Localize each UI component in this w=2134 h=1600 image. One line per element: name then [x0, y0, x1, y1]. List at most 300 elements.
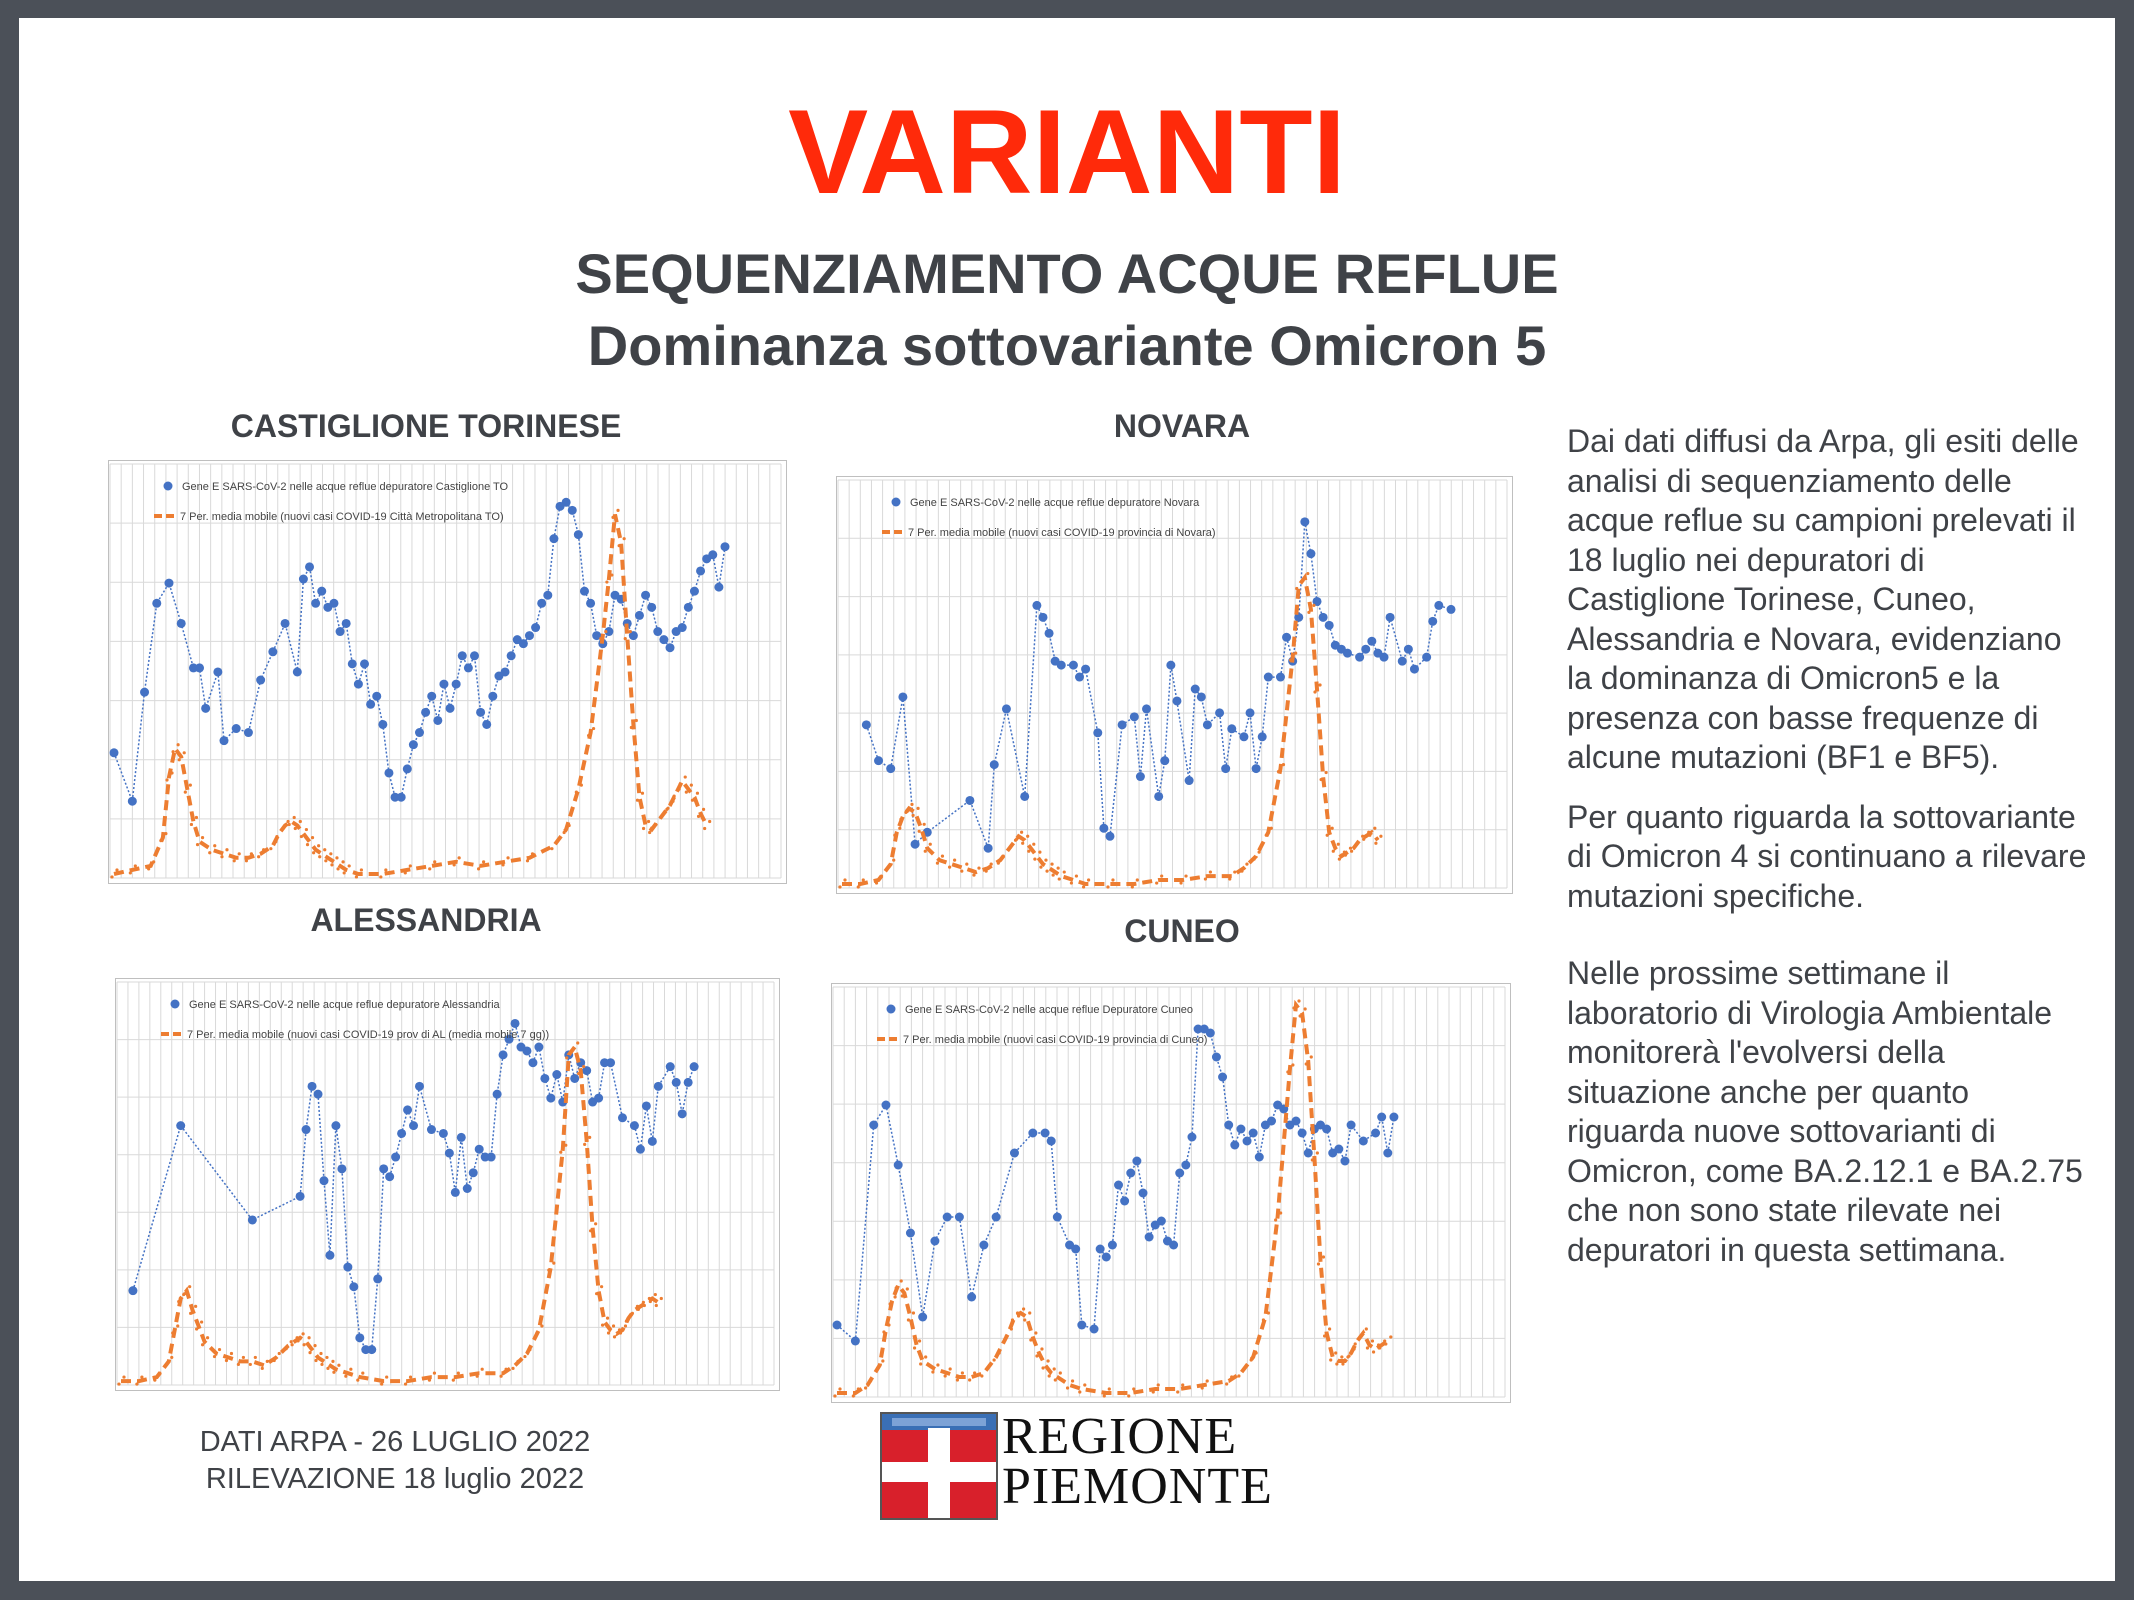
- cases-point: [1291, 1063, 1294, 1066]
- gene-point: [678, 1109, 687, 1118]
- gene-point: [201, 704, 210, 713]
- gene-point: [213, 667, 222, 676]
- cases-point: [587, 734, 590, 737]
- cases-point: [1075, 874, 1078, 877]
- cases-point: [605, 580, 608, 583]
- gene-point: [1191, 685, 1200, 694]
- cases-point: [924, 1355, 927, 1358]
- cases-point: [335, 856, 338, 859]
- gene-point: [507, 651, 516, 660]
- logo-line-1: REGIONE: [1002, 1408, 1238, 1465]
- gene-point: [457, 1133, 466, 1142]
- cases-point: [1356, 842, 1359, 845]
- cases-point: [196, 843, 199, 846]
- cases-point: [1337, 843, 1340, 846]
- gene-point: [696, 566, 705, 575]
- cases-point: [171, 1331, 174, 1334]
- gene-point: [1157, 1217, 1166, 1226]
- gene-point: [1404, 645, 1413, 654]
- cases-point: [1367, 831, 1370, 834]
- cases-point: [1372, 1350, 1375, 1353]
- gene-point: [911, 840, 920, 849]
- cases-point: [1131, 885, 1134, 888]
- cases-point: [691, 799, 694, 802]
- gene-point: [415, 728, 424, 737]
- cases-point: [379, 875, 382, 878]
- gene-point: [314, 1090, 323, 1099]
- cases-point: [291, 1343, 294, 1346]
- gene-point: [391, 1153, 400, 1162]
- gene-point: [874, 756, 883, 765]
- cases-point: [165, 778, 168, 781]
- gene-point: [594, 1094, 603, 1103]
- cases-point: [1023, 1318, 1026, 1321]
- cases-point: [1204, 877, 1207, 880]
- gene-point: [195, 663, 204, 672]
- cases-point: [1279, 1211, 1282, 1214]
- cases-point: [869, 1379, 872, 1382]
- cases-point: [953, 859, 956, 862]
- gene-point: [1276, 673, 1285, 682]
- cases-point: [1050, 863, 1053, 866]
- cases-point: [140, 1375, 143, 1378]
- cases-point: [332, 1371, 335, 1374]
- cases-point: [129, 871, 132, 874]
- gene-point: [1221, 764, 1230, 773]
- gene-point: [458, 651, 467, 660]
- cases-point: [1334, 1351, 1337, 1354]
- gene-point: [1136, 772, 1145, 781]
- gene-point: [1246, 708, 1255, 717]
- cases-point: [325, 1356, 328, 1359]
- gene-point: [1099, 824, 1108, 833]
- cases-point: [1360, 1334, 1363, 1337]
- cases-point: [923, 823, 926, 826]
- gene-point: [1410, 665, 1419, 674]
- cases-point: [1181, 1383, 1184, 1386]
- gene-point: [570, 1074, 579, 1083]
- source-note: [150, 1424, 640, 1498]
- cases-point: [905, 810, 908, 813]
- gene-point: [433, 716, 442, 725]
- cases-point: [647, 820, 650, 823]
- gene-point: [1239, 732, 1248, 741]
- cases-point: [329, 852, 332, 855]
- gene-point: [992, 1213, 1001, 1222]
- gene-point: [851, 1337, 860, 1346]
- cases-point: [453, 863, 456, 866]
- cases-point: [892, 859, 895, 862]
- cases-point: [249, 1363, 252, 1366]
- cases-point: [176, 1324, 179, 1327]
- cases-point: [349, 1368, 352, 1371]
- cases-point: [900, 1279, 903, 1282]
- cases-point: [1206, 1379, 1209, 1382]
- gene-point: [409, 1121, 418, 1130]
- gene-point: [1215, 708, 1224, 717]
- gene-point: [1114, 1181, 1123, 1190]
- grid: [838, 480, 1507, 888]
- gene-point: [1434, 601, 1443, 610]
- gene-point: [152, 599, 161, 608]
- cases-point: [213, 1355, 216, 1358]
- cases-point: [330, 863, 333, 866]
- cases-point: [1312, 604, 1315, 607]
- gene-point: [248, 1215, 257, 1224]
- cases-point: [336, 867, 339, 870]
- cases-point: [1366, 1346, 1369, 1349]
- cases-point: [1292, 1006, 1295, 1009]
- gene-point: [439, 1129, 448, 1138]
- gene-point: [1300, 517, 1309, 526]
- cases-point: [165, 1363, 168, 1366]
- cases-point: [1277, 770, 1280, 773]
- cases-point: [266, 1360, 269, 1363]
- cases-point: [1155, 881, 1158, 884]
- gene-point: [336, 627, 345, 636]
- cases-point: [299, 820, 302, 823]
- gene-point: [445, 1149, 454, 1158]
- cases-point: [1329, 1358, 1332, 1361]
- gene-point: [403, 1105, 412, 1114]
- cases-point: [993, 1358, 996, 1361]
- cases-point: [1352, 1347, 1355, 1350]
- gene-point: [522, 1046, 531, 1055]
- gene-point: [256, 676, 265, 685]
- cases-point: [225, 1359, 228, 1362]
- cases-point: [956, 1378, 959, 1381]
- cases-point: [1341, 1362, 1344, 1365]
- cases-point: [619, 1331, 622, 1334]
- gene-point: [1118, 720, 1127, 729]
- gene-point: [1377, 1113, 1386, 1122]
- legend-cases-label: 7 Per. media mobile (nuovi casi COVID-19 provincia di Novara): [908, 527, 1216, 539]
- page-subtitle-2: Dominanza sottovariante Omicron 5: [587, 314, 1547, 377]
- gene-point: [452, 680, 461, 689]
- gene-point: [293, 667, 302, 676]
- cases-point: [117, 1382, 120, 1385]
- gene-point: [1069, 661, 1078, 670]
- cases-point: [1289, 659, 1292, 662]
- cases-point: [238, 852, 241, 855]
- piemonte-shield-icon: [880, 1412, 998, 1520]
- cases-point: [1299, 1014, 1302, 1017]
- cases-point: [1305, 1062, 1308, 1065]
- cases-point: [1039, 866, 1042, 869]
- cases-point: [1338, 858, 1341, 861]
- gene-point: [1447, 605, 1456, 614]
- cases-point: [685, 791, 688, 794]
- regione-piemonte-logo: [880, 1408, 1273, 1516]
- gene-point: [325, 1251, 334, 1260]
- cases-point: [1027, 850, 1030, 853]
- cases-point: [1250, 1358, 1253, 1361]
- cases-point: [233, 859, 236, 862]
- cases-point: [1127, 1394, 1130, 1397]
- cases-point: [1017, 1314, 1020, 1317]
- cases-point: [135, 1382, 138, 1385]
- gene-point: [311, 599, 320, 608]
- gene-point: [385, 1172, 394, 1181]
- gene-point: [244, 728, 253, 737]
- grid: [833, 987, 1505, 1397]
- gene-point: [943, 1213, 952, 1222]
- gene-point: [636, 1145, 645, 1154]
- cases-point: [642, 827, 645, 830]
- cases-point: [864, 1386, 867, 1389]
- cases-point: [457, 1372, 460, 1375]
- gene-point: [1139, 1189, 1148, 1198]
- cases-point: [630, 726, 633, 729]
- cases-point: [344, 1375, 347, 1378]
- cases-point: [147, 867, 150, 870]
- gene-point: [869, 1121, 878, 1130]
- gene-point: [540, 1074, 549, 1083]
- chart-svg: [831, 983, 1511, 1403]
- cases-point: [1384, 1342, 1387, 1345]
- cases-point: [703, 827, 706, 830]
- gene-point: [1185, 776, 1194, 785]
- cases-point: [1040, 1347, 1043, 1350]
- cases-point: [911, 814, 914, 817]
- gene-point: [343, 1263, 352, 1272]
- cases-point: [838, 885, 841, 888]
- gene-point: [1422, 653, 1431, 662]
- cases-point: [1335, 1362, 1338, 1365]
- cases-point: [458, 856, 461, 859]
- cases-point: [1389, 1335, 1392, 1338]
- gene-point: [475, 1145, 484, 1154]
- gene-point: [543, 591, 552, 600]
- cases-point: [1002, 855, 1005, 858]
- cases-point: [618, 1328, 621, 1331]
- cases-point: [575, 791, 578, 794]
- cases-point: [1307, 611, 1310, 614]
- cases-point: [1311, 1158, 1314, 1161]
- cases-point: [833, 1394, 836, 1397]
- gene-point: [862, 720, 871, 729]
- cases-point: [604, 630, 607, 633]
- cases-point: [273, 1359, 276, 1362]
- cases-point: [323, 848, 326, 851]
- cases-point: [1063, 870, 1066, 873]
- legend-gene-marker: [164, 482, 173, 491]
- cases-point: [1021, 842, 1024, 845]
- cases-point: [1152, 1390, 1155, 1393]
- cases-point: [170, 771, 173, 774]
- cases-point: [881, 1359, 884, 1362]
- gene-point: [1132, 1157, 1141, 1166]
- cases-point: [901, 1294, 904, 1297]
- cases-point: [290, 1340, 293, 1343]
- cases-point: [172, 750, 175, 753]
- legend-gene-marker: [892, 498, 901, 507]
- gene-point: [1160, 756, 1169, 765]
- cases-point: [275, 835, 278, 838]
- cases-point: [648, 1297, 651, 1300]
- gene-point: [317, 587, 326, 596]
- cases-point: [936, 862, 939, 865]
- cases-point: [526, 859, 529, 862]
- gene-point: [918, 1313, 927, 1322]
- gene-point: [708, 550, 717, 559]
- cases-point: [1082, 885, 1085, 888]
- cases-point: [660, 1297, 663, 1300]
- page-title: VARIANTI: [788, 85, 1346, 219]
- cases-point: [189, 1312, 192, 1315]
- cases-point: [582, 1065, 585, 1068]
- gene-point: [1105, 832, 1114, 841]
- cases-point: [1230, 1375, 1233, 1378]
- gene-point: [894, 1161, 903, 1170]
- cases-point: [1374, 842, 1377, 845]
- gene-point: [140, 688, 149, 697]
- cases-point: [637, 1308, 640, 1311]
- cases-point: [1033, 858, 1036, 861]
- cases-point: [1046, 1359, 1049, 1362]
- cases-point: [184, 791, 187, 794]
- gene-point: [1383, 1149, 1392, 1158]
- cases-point: [702, 808, 705, 811]
- gene-point: [1096, 1245, 1105, 1254]
- cases-point: [1270, 827, 1273, 830]
- gene-point: [409, 740, 418, 749]
- gene-point: [534, 1043, 543, 1052]
- gene-point: [384, 768, 393, 777]
- cases-point: [625, 1320, 628, 1323]
- gene-point: [641, 591, 650, 600]
- cases-point: [696, 792, 699, 795]
- cases-point: [312, 851, 315, 854]
- cases-point: [1071, 1379, 1074, 1382]
- gene-point: [1126, 1169, 1135, 1178]
- gene-point: [1108, 1241, 1117, 1250]
- cases-point: [308, 1351, 311, 1354]
- gene-point: [1322, 1125, 1331, 1134]
- cases-point: [297, 1339, 300, 1342]
- gene-point: [470, 651, 479, 660]
- gene-point: [1255, 1153, 1264, 1162]
- cases-point: [1262, 1318, 1265, 1321]
- cases-point: [201, 1343, 204, 1346]
- cases-point: [649, 1300, 652, 1303]
- legend-cases-label: 7 Per. media mobile (nuovi casi COVID-19 prov di AL (media mobile 7 gg)): [187, 1029, 550, 1041]
- cases-point: [588, 1136, 591, 1139]
- cases-point: [571, 1048, 574, 1051]
- cases-point: [324, 859, 327, 862]
- cases-point: [262, 848, 265, 851]
- gene-point: [1398, 657, 1407, 666]
- gene-point: [1252, 764, 1261, 773]
- gene-point: [967, 1293, 976, 1302]
- cases-point: [941, 855, 944, 858]
- cases-point: [1106, 885, 1109, 888]
- cases-point: [857, 1387, 860, 1390]
- cases-point: [1010, 1327, 1013, 1330]
- cases-point: [594, 1222, 597, 1225]
- cases-point: [671, 800, 674, 803]
- gene-point: [531, 623, 540, 632]
- gene-point: [1145, 1233, 1154, 1242]
- cases-point: [636, 799, 639, 802]
- gene-point: [305, 562, 314, 571]
- cases-point: [220, 855, 223, 858]
- gene-point: [979, 1241, 988, 1250]
- cases-point: [311, 836, 314, 839]
- cases-point: [296, 1336, 299, 1339]
- gene-point: [1249, 1129, 1258, 1138]
- cases-point: [972, 873, 975, 876]
- cases-point: [887, 866, 890, 869]
- cases-point: [1176, 1390, 1179, 1393]
- cases-point: [218, 1348, 221, 1351]
- cases-point: [208, 851, 211, 854]
- gene-point: [647, 603, 656, 612]
- cases-point: [1041, 1366, 1044, 1369]
- cases-point: [1058, 877, 1061, 880]
- gene-point: [110, 748, 119, 757]
- cases-point: [899, 818, 902, 821]
- cases-point: [1253, 858, 1256, 861]
- gene-point: [367, 1345, 376, 1354]
- cases-point: [190, 823, 193, 826]
- cases-point: [641, 792, 644, 795]
- gene-point: [128, 1286, 137, 1295]
- gene-point: [648, 1137, 657, 1146]
- cases-point: [973, 1371, 976, 1374]
- cases-point: [559, 1151, 562, 1154]
- cases-point: [968, 1378, 971, 1381]
- chart-title-cuneo: CUNEO: [1124, 913, 1240, 949]
- gene-point: [666, 643, 675, 652]
- gene-point: [690, 587, 699, 596]
- gene-point: [299, 575, 308, 584]
- cases-point: [563, 831, 566, 834]
- gene-point: [379, 1164, 388, 1173]
- gene-point: [488, 692, 497, 701]
- cases-point: [636, 1305, 639, 1308]
- cases-point: [642, 1301, 645, 1304]
- gene-point: [373, 1274, 382, 1283]
- cases-point: [949, 1367, 952, 1370]
- cases-point: [302, 1332, 305, 1335]
- cases-point: [531, 852, 534, 855]
- cases-point: [1242, 1367, 1245, 1370]
- legend-gene-label: Gene E SARS-CoV-2 nelle acque reflue depuratore Novara: [910, 497, 1200, 509]
- gene-point: [482, 720, 491, 729]
- gene-point: [1306, 549, 1315, 558]
- gene-point: [1282, 633, 1291, 642]
- page-subtitle-1: SEQUENZIAMENTO ACQUE REFLUE: [575, 242, 1559, 305]
- cases-point: [1317, 1262, 1320, 1265]
- gene-point: [302, 1125, 311, 1134]
- cases-point: [1026, 835, 1029, 838]
- cases-point: [1282, 763, 1285, 766]
- cases-point: [862, 878, 865, 881]
- cases-point: [164, 832, 167, 835]
- gene-point: [1227, 724, 1236, 733]
- gene-point: [464, 663, 473, 672]
- cases-point: [254, 1356, 257, 1359]
- cases-point: [1340, 1355, 1343, 1358]
- cases-point: [177, 743, 180, 746]
- cases-point: [194, 1305, 197, 1308]
- gene-point: [519, 639, 528, 648]
- cases-point: [961, 1371, 964, 1374]
- legend-cases-label: 7 Per. media mobile (nuovi casi COVID-19 Città Metropolitana TO): [180, 511, 504, 523]
- cases-point: [1331, 827, 1334, 830]
- cases-point: [1354, 1342, 1357, 1345]
